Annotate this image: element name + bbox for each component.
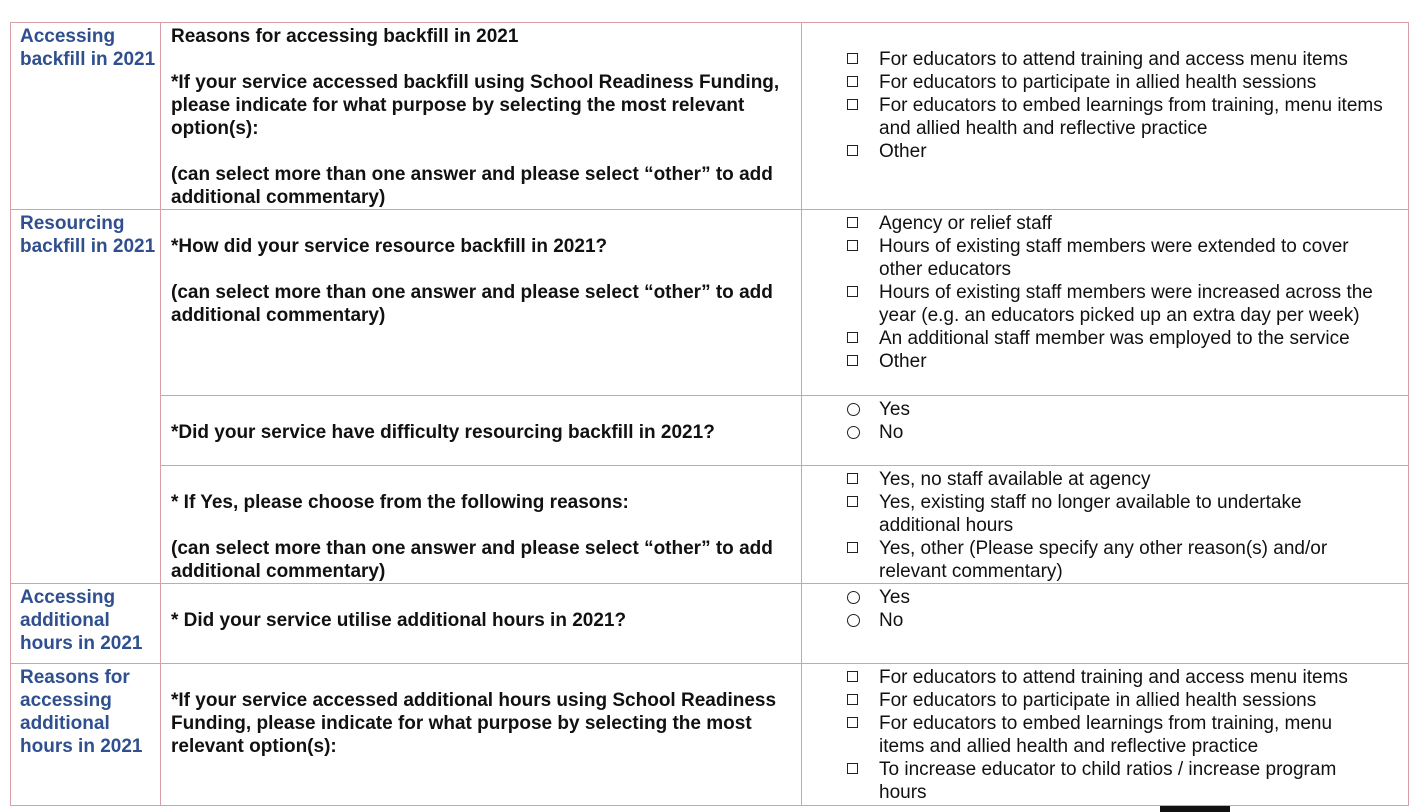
checkbox-option[interactable] bbox=[847, 235, 1378, 281]
table-row bbox=[11, 584, 1409, 664]
checkbox-icon[interactable] bbox=[847, 332, 858, 343]
checkbox-option[interactable] bbox=[847, 327, 1378, 350]
option-label: Agency or relief staff bbox=[879, 213, 1052, 234]
option-label: An additional staff member was employed to the service bbox=[879, 328, 1350, 349]
question-cell bbox=[161, 466, 802, 584]
checkbox-option[interactable] bbox=[847, 281, 1378, 327]
checkbox-option[interactable] bbox=[847, 689, 1378, 712]
options-cell bbox=[802, 210, 1409, 396]
section-label: Accessing backfill in 2021 bbox=[20, 26, 156, 70]
radio-option[interactable] bbox=[847, 421, 1408, 444]
checkbox-icon[interactable] bbox=[847, 355, 858, 366]
checkbox-icon[interactable] bbox=[847, 286, 858, 297]
checkbox-icon[interactable] bbox=[847, 145, 858, 156]
radio-option[interactable] bbox=[847, 609, 1408, 632]
radio-icon[interactable] bbox=[847, 426, 860, 439]
radio-icon[interactable] bbox=[847, 591, 860, 604]
checkbox-icon[interactable] bbox=[847, 542, 858, 553]
checkbox-icon[interactable] bbox=[847, 717, 858, 728]
question-title: Reasons for accessing backfill in 2021 bbox=[171, 26, 519, 47]
question-cell bbox=[161, 584, 802, 664]
option-label: For educators to attend training and access menu items bbox=[879, 49, 1348, 70]
question-cell bbox=[161, 23, 802, 210]
question-note: (can select more than one answer and please select “other” to add additional commentary) bbox=[171, 538, 773, 582]
section-label: Accessing additional hours in 2021 bbox=[20, 587, 143, 654]
option-label: For educators to participate in allied health sessions bbox=[879, 690, 1317, 711]
option-label: Yes, other (Please specify any other reason(s) and/or relevant commentary) bbox=[879, 538, 1328, 582]
checkbox-option[interactable] bbox=[847, 666, 1378, 689]
section-cell bbox=[11, 210, 161, 584]
options-cell bbox=[802, 466, 1409, 584]
options-cell bbox=[802, 23, 1409, 210]
option-label: To increase educator to child ratios / increase program hours bbox=[879, 759, 1337, 803]
question-cell bbox=[161, 664, 802, 806]
page-edge-mark bbox=[1160, 806, 1230, 812]
section-label: Reasons for accessing additional hours in 2021 bbox=[20, 667, 143, 757]
checkbox-option[interactable] bbox=[847, 350, 1378, 373]
checkbox-option[interactable] bbox=[847, 94, 1408, 140]
question-text: * Did your service utilise additional hours in 2021? bbox=[171, 610, 627, 631]
checkbox-icon[interactable] bbox=[847, 76, 858, 87]
question-text: *If your service accessed additional hours using School Readiness Funding, please indicate for what purpose by selecting the most relevant option(s): bbox=[171, 690, 777, 757]
checkbox-icon[interactable] bbox=[847, 671, 858, 682]
section-cell bbox=[11, 584, 161, 664]
option-label: Yes bbox=[879, 587, 910, 608]
checkbox-option[interactable] bbox=[847, 140, 1408, 163]
option-label: Yes bbox=[879, 399, 910, 420]
radio-option[interactable] bbox=[847, 586, 1408, 609]
checkbox-option[interactable] bbox=[847, 71, 1408, 94]
option-label: Yes, no staff available at agency bbox=[879, 469, 1151, 490]
checkbox-option[interactable] bbox=[847, 491, 1378, 537]
checkbox-option[interactable] bbox=[847, 468, 1378, 491]
checkbox-option[interactable] bbox=[847, 48, 1408, 71]
checkbox-icon[interactable] bbox=[847, 53, 858, 64]
option-label: For educators to participate in allied health sessions bbox=[879, 72, 1317, 93]
option-label: Other bbox=[879, 351, 927, 372]
option-label: No bbox=[879, 422, 904, 443]
question-note: (can select more than one answer and please select “other” to add additional commentary) bbox=[171, 282, 773, 326]
option-label: Yes, existing staff no longer available to undertake additional hours bbox=[879, 492, 1302, 536]
radio-icon[interactable] bbox=[847, 614, 860, 627]
table-row bbox=[11, 396, 1409, 466]
option-label: Hours of existing staff members were increased across the year (e.g. an educators picked up an extra day per week) bbox=[879, 282, 1373, 326]
question-note: (can select more than one answer and please select “other” to add additional commentary) bbox=[171, 164, 773, 208]
question-text: * If Yes, please choose from the following reasons: bbox=[171, 492, 629, 513]
table-row bbox=[11, 210, 1409, 396]
option-label: For educators to embed learnings from training, menu items and allied health and reflective practice bbox=[879, 713, 1333, 757]
question-text: *Did your service have difficulty resourcing backfill in 2021? bbox=[171, 422, 715, 443]
checkbox-icon[interactable] bbox=[847, 99, 858, 110]
checkbox-icon[interactable] bbox=[847, 240, 858, 251]
option-label: Hours of existing staff members were extended to cover other educators bbox=[879, 236, 1349, 280]
radio-option[interactable] bbox=[847, 398, 1408, 421]
options-cell bbox=[802, 664, 1409, 806]
checkbox-icon[interactable] bbox=[847, 217, 858, 228]
option-label: For educators to embed learnings from training, menu items and allied health and reflective practice bbox=[879, 95, 1383, 139]
table-row bbox=[11, 466, 1409, 584]
question-text: *How did your service resource backfill in 2021? bbox=[171, 236, 608, 257]
section-label: Resourcing backfill in 2021 bbox=[20, 213, 156, 257]
options-cell bbox=[802, 396, 1409, 466]
section-cell bbox=[11, 23, 161, 210]
table-row bbox=[11, 23, 1409, 210]
checkbox-option[interactable] bbox=[847, 712, 1378, 758]
checkbox-icon[interactable] bbox=[847, 473, 858, 484]
option-label: No bbox=[879, 610, 904, 631]
radio-icon[interactable] bbox=[847, 403, 860, 416]
survey-form-table bbox=[10, 22, 1409, 806]
checkbox-option[interactable] bbox=[847, 212, 1378, 235]
checkbox-option[interactable] bbox=[847, 758, 1378, 804]
option-label: Other bbox=[879, 141, 927, 162]
checkbox-icon[interactable] bbox=[847, 763, 858, 774]
question-cell bbox=[161, 396, 802, 466]
question-text: *If your service accessed backfill using School Readiness Funding, please indicate for what purpose by selecting the most relevant option(s): bbox=[171, 72, 780, 139]
question-cell bbox=[161, 210, 802, 396]
checkbox-icon[interactable] bbox=[847, 694, 858, 705]
checkbox-icon[interactable] bbox=[847, 496, 858, 507]
option-label: For educators to attend training and access menu items bbox=[879, 667, 1348, 688]
section-cell bbox=[11, 664, 161, 806]
options-cell bbox=[802, 584, 1409, 664]
table-row bbox=[11, 664, 1409, 806]
checkbox-option[interactable] bbox=[847, 537, 1378, 583]
